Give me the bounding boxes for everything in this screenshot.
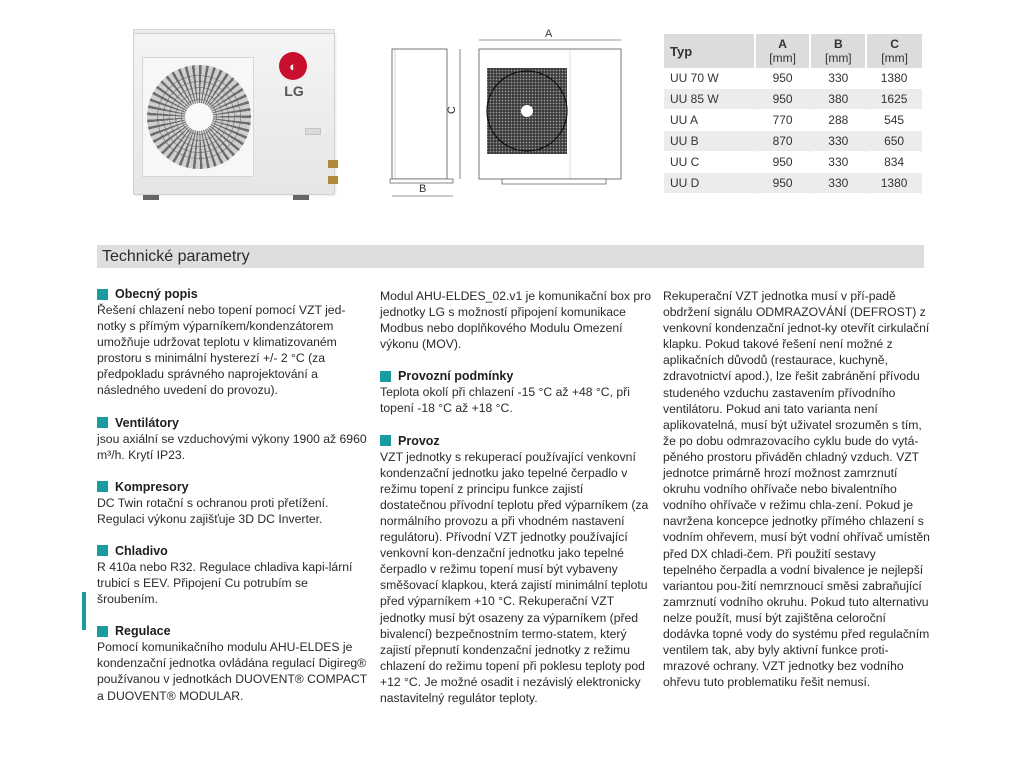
cell-typ: UU B xyxy=(664,131,755,152)
heading-text: Obecný popis xyxy=(115,287,198,301)
block-text: Řešení chlazení nebo topení pomocí VZT jed-notky s přímým výparníkem/kondenzátorem umožňuje udržovat teplotu v klimatizovaném prostoru s minimální hysterezí +/- 2 °C (za předpokladu správného naprojektování a následného uvedení do provozu). xyxy=(97,303,346,398)
cell-c: 545 xyxy=(866,110,922,131)
cell-a: 950 xyxy=(755,152,811,173)
heading-text: Ventilátory xyxy=(115,415,179,430)
block-text: Pomocí komunikačního modulu AHU-ELDES je kondenzační jednotka ovládána regulací Digireg® používanou v jednotkách DUOVENT® COMPACT a DUOVENT® MODULAR. xyxy=(97,640,367,703)
cell-typ: UU 70 W xyxy=(664,68,755,89)
cell-a: 870 xyxy=(755,131,811,152)
cell-b: 330 xyxy=(810,152,866,173)
unit-handle xyxy=(305,128,321,135)
column-1 xyxy=(97,286,367,720)
cell-typ: UU D xyxy=(664,173,755,194)
table-header-row xyxy=(664,34,922,68)
cell-c: 1625 xyxy=(866,89,922,110)
cell-typ: UU 85 W xyxy=(664,89,755,110)
cell-typ: UU A xyxy=(664,110,755,131)
block-provoz xyxy=(380,433,652,707)
svg-text:A: A xyxy=(545,28,553,40)
svg-text:B: B xyxy=(419,183,427,195)
header-typ: Typ xyxy=(664,34,755,68)
block-heading xyxy=(97,543,367,559)
unit-foot xyxy=(143,195,159,200)
dimension-drawing xyxy=(375,24,655,199)
square-bullet-icon xyxy=(97,417,108,428)
pipe-connectors xyxy=(328,160,338,188)
table-row xyxy=(664,110,922,131)
header-a: A [mm] xyxy=(755,34,811,68)
block-heading xyxy=(97,623,367,639)
cell-c: 834 xyxy=(866,152,922,173)
block-chladivo xyxy=(97,543,367,607)
table-row xyxy=(664,152,922,173)
fan-hub xyxy=(185,103,213,131)
block-ventilatory xyxy=(97,415,367,463)
cell-a: 770 xyxy=(755,110,811,131)
header-b: B [mm] xyxy=(810,34,866,68)
block-heading xyxy=(97,286,367,302)
cell-a: 950 xyxy=(755,89,811,110)
block-kompresory xyxy=(97,479,367,527)
section-title: Technické parametry xyxy=(97,245,924,268)
header-c: C [mm] xyxy=(866,34,922,68)
square-bullet-icon xyxy=(380,371,391,382)
cell-b: 330 xyxy=(810,68,866,89)
block-text: Rekuperační VZT jednotka musí v pří-padě obdržení signálu ODMRAZOVÁNÍ (DEFROST) z venkovní kondenzační jednot-ky otevřít cirkulační klapku. Pokud takové řešení není možné z aplikačních důvodů (restaurace, kuchyně, zdravotnictví apod.), lze řešit zabránění přívodu studeného vzduchu zastavením přívodního ventilátoru. Pokud ani tato varianta není aplikovatelná, musí být uživatel srozuměn s tím, že po dobu odmrazovacího cyklu bude do vytá-pěného prostoru přiváděn chladný vzduch. VZT jednotce primárně hrozí možnost zamrznutí okruhu vodního ohřívače nebo bivalentního vodního ohřívače v režimu chla-zení. Pokud je navržena koncepce jednotky přímého chlazení s vodním ohřevem, musí být vodní ohřívač umístěn před DX chladi-čem. Při použití sestavy tepelného čerpadla a vodní bivalence je nejlepší variantou pou-žití nemrznoucí směsi zabraňující zamrznutí vodního okruhu. Pokud tuto alternativu nelze použít, musí být zajištěna celoroční dodávka topné vody do systému před regulačním ventilem tak, aby byly aktivní funkce proti-mrazové ochrany. VZT jednotky bez vodního ohřevu tuto problematiku řešit nemusí. xyxy=(663,289,930,690)
cell-a: 950 xyxy=(755,68,811,89)
block-provozni-podminky xyxy=(380,368,652,416)
block-text: DC Twin rotační s ochranou proti přetížení. Regulaci výkonu zajišťuje 3D DC Inverter. xyxy=(97,495,329,526)
block-heading xyxy=(380,433,652,449)
lg-logo-icon: ◐ xyxy=(279,52,307,80)
block-text: jsou axiální se vzduchovými výkony 1900 až 6960 m³/h. Krytí IP23. xyxy=(97,431,367,462)
heading-text: Provoz xyxy=(398,433,440,448)
heading-text: Kompresory xyxy=(115,479,189,494)
cell-b: 330 xyxy=(810,131,866,152)
label-c: C xyxy=(446,106,458,114)
block-text: Modul AHU-ELDES_02.v1 je komunikační box pro jednotky LG s možností připojení komunikace Modbus nebo doplňkového Modulu Omezení výkonu (MOV). xyxy=(380,289,651,352)
block-text: VZT jednotky s rekuperací používající venkovní kondenzační jednotku jako tepelné čerpadlo v režimu topení z principu funkce zajistí dostatečnou přívodní teplotu před výparníkem (za normálního provozu a při vhodném nastavení regulátoru). Přívodní VZT jednotky používající venkovní kon-denzační jednotku jako tepelné čerpadlo v režimu topení musí být vybaveny směšovací klapkou, která zajistí minimální teplotu před výparníkem +10 °C. Rekuperační VZT jednotky musí být osazeny za výparníkem (před bivalencí) bezpečnostním termo-statem, který zajistí přepnutí kondenzační jednotky z režimu chlazení do režimu topení při poklesu teploty pod +12 °C. Je možné osadit i nezávislý elektronicky nastavitelný regulátor teploty. xyxy=(380,449,649,705)
table-row xyxy=(664,68,922,89)
cell-b: 288 xyxy=(810,110,866,131)
square-bullet-icon xyxy=(97,481,108,492)
square-bullet-icon xyxy=(97,545,108,556)
square-bullet-icon xyxy=(97,289,108,300)
heading-text: Chladivo xyxy=(115,543,168,558)
table-row xyxy=(664,89,922,110)
cell-c: 1380 xyxy=(866,173,922,194)
cell-typ: UU C xyxy=(664,152,755,173)
brand-logo-text: LG xyxy=(284,83,304,99)
cell-b: 330 xyxy=(810,173,866,194)
block-obecny-popis xyxy=(97,286,367,399)
heading-text: Regulace xyxy=(115,624,171,639)
dimension-table xyxy=(664,34,923,194)
unit-foot xyxy=(293,195,309,200)
block-text: Teplota okolí při chlazení -15 °C až +48 °C, při topení -18 °C až +18 °C. xyxy=(380,385,630,416)
table-row xyxy=(664,173,922,194)
column-2 xyxy=(380,288,652,722)
column-3 xyxy=(663,288,931,706)
cell-c: 1380 xyxy=(866,68,922,89)
block-intro xyxy=(380,288,652,352)
block-text: R 410a nebo R32. Regulace chladiva kapi-lární trubicí s EEV. Připojení Cu potrubím se šroubením. xyxy=(97,559,353,607)
block-regulace xyxy=(97,623,367,703)
cell-b: 380 xyxy=(810,89,866,110)
block-defrost xyxy=(663,288,931,690)
product-photo-outdoor-unit xyxy=(125,25,350,205)
block-heading xyxy=(380,368,652,384)
heading-text: Provozní podmínky xyxy=(398,369,514,384)
cell-c: 650 xyxy=(866,131,922,152)
block-heading xyxy=(97,479,367,495)
side-marker xyxy=(82,592,86,630)
square-bullet-icon xyxy=(97,626,108,637)
cell-a: 950 xyxy=(755,173,811,194)
block-heading xyxy=(97,415,367,431)
table-row xyxy=(664,131,922,152)
square-bullet-icon xyxy=(380,435,391,446)
